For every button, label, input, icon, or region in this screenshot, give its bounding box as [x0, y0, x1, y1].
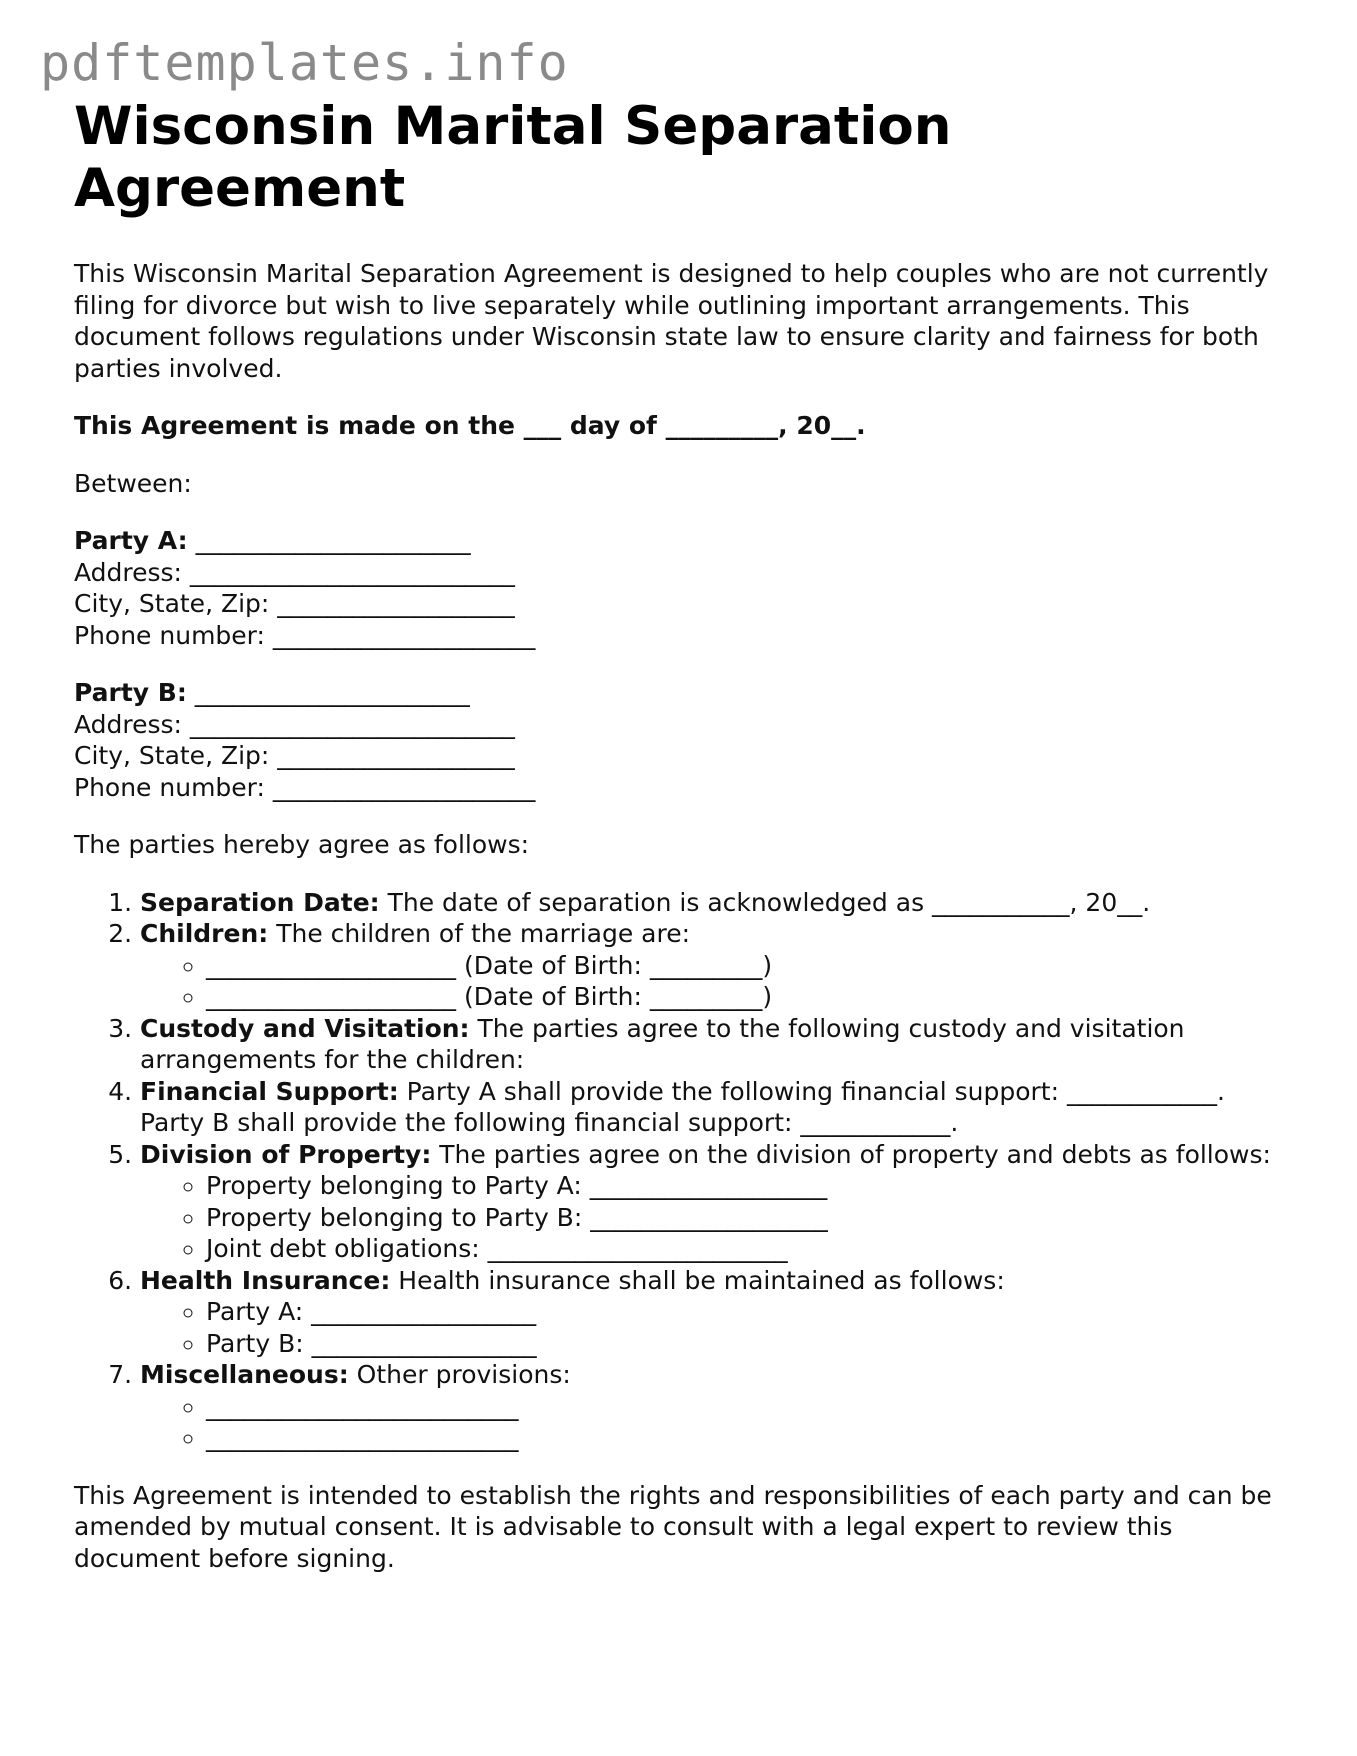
term-label: Children:	[140, 919, 269, 948]
term-label: Division of Property:	[140, 1139, 432, 1169]
term-custody	[140, 1013, 1284, 1076]
child-entry[interactable]: ◦ ____________________ (Date of Birth: _________)	[206, 950, 1284, 982]
party-b-name-field[interactable]: ______________________	[186, 678, 470, 707]
agreement-date-line: This Agreement is made on the ___ day of _________, 20__.	[74, 411, 866, 440]
misc-provision-field[interactable]: ◦ _________________________	[206, 1422, 1284, 1454]
watermark: pdftemplates.info	[40, 34, 569, 92]
party-a-label: Party A:	[74, 526, 188, 555]
party-b-block	[74, 677, 1284, 803]
term-text: The parties agree on the division of property and debts as follows:	[431, 1139, 1271, 1169]
term-text: The parties agree to the following custody and visitation arrangements for the children:	[140, 1013, 1185, 1074]
children-list	[140, 950, 1284, 1013]
term-label: Custody and Visitation:	[140, 1013, 470, 1043]
term-label: Financial Support:	[140, 1076, 399, 1106]
party-b-name-line	[74, 677, 1284, 709]
term-text: Other provisions:	[348, 1360, 571, 1389]
health-party-b-field[interactable]: ◦ Party B: __________________	[206, 1328, 1284, 1360]
party-b-city-field[interactable]: City, State, Zip: ___________________	[74, 741, 515, 770]
party-b-phone-field[interactable]: Phone number: _____________________	[74, 772, 536, 802]
term-health-insurance	[140, 1265, 1284, 1360]
document-page	[74, 96, 1284, 1574]
term-label: Miscellaneous:	[140, 1360, 349, 1389]
agree-intro: The parties hereby agree as follows:	[74, 830, 530, 859]
intro-paragraph: This Wisconsin Marital Separation Agreement is designed to help couples who are not currently filing for divorce but wish to live separately while outlining important arrangements. This document follows regulations under Wisconsin state law to ensure clarity and fairness for both parties involved.	[74, 259, 1269, 383]
term-financial-support	[140, 1076, 1284, 1139]
health-list	[140, 1296, 1284, 1359]
party-a-phone-field[interactable]: Phone number: _____________________	[74, 620, 536, 650]
term-text: Party A shall provide the following financial support: ____________.	[398, 1076, 1225, 1106]
property-party-b-field[interactable]: ◦ Property belonging to Party B: ___________________	[206, 1202, 1284, 1234]
term-label: Health Insurance:	[140, 1265, 391, 1295]
page-title: Wisconsin Marital Separation Agreement	[74, 96, 952, 219]
term-text: The children of the marriage are:	[268, 919, 691, 948]
term-label: Separation Date:	[140, 887, 380, 917]
between-label: Between:	[74, 468, 192, 498]
party-a-name-line	[74, 525, 1284, 557]
term-text: The date of separation is acknowledged as ___________, 20__.	[379, 887, 1151, 917]
term-children	[140, 918, 1284, 1013]
party-a-city-field[interactable]: City, State, Zip: ___________________	[74, 589, 515, 618]
term-text-party-b: Party B shall provide the following financial support: ____________.	[140, 1108, 959, 1137]
term-miscellaneous	[140, 1359, 1284, 1454]
terms-list	[74, 887, 1284, 1454]
misc-list	[140, 1391, 1284, 1454]
term-division-of-property	[140, 1139, 1284, 1265]
closing-paragraph: This Agreement is intended to establish the rights and responsibilities of each party and can be amended by mutual consent. It is advisable to consult with a legal expert to review this document before signing.	[74, 1480, 1272, 1573]
party-a-name-field[interactable]: ______________________	[187, 526, 471, 555]
term-separation-date	[140, 887, 1284, 919]
party-b-address-field[interactable]: Address: __________________________	[74, 709, 515, 739]
misc-provision-field[interactable]: ◦ _________________________	[206, 1391, 1284, 1423]
joint-debt-field[interactable]: ◦ Joint debt obligations: ________________________	[206, 1233, 1284, 1265]
party-b-label: Party B:	[74, 678, 187, 707]
party-a-address-field[interactable]: Address: __________________________	[74, 557, 515, 587]
property-party-a-field[interactable]: ◦ Property belonging to Party A: ___________________	[206, 1170, 1284, 1202]
term-text: Health insurance shall be maintained as follows:	[390, 1265, 1005, 1295]
property-list	[140, 1170, 1284, 1265]
child-entry[interactable]: ◦ ____________________ (Date of Birth: _________)	[206, 981, 1284, 1013]
party-a-block	[74, 525, 1284, 651]
health-party-a-field[interactable]: ◦ Party A: __________________	[206, 1296, 1284, 1328]
